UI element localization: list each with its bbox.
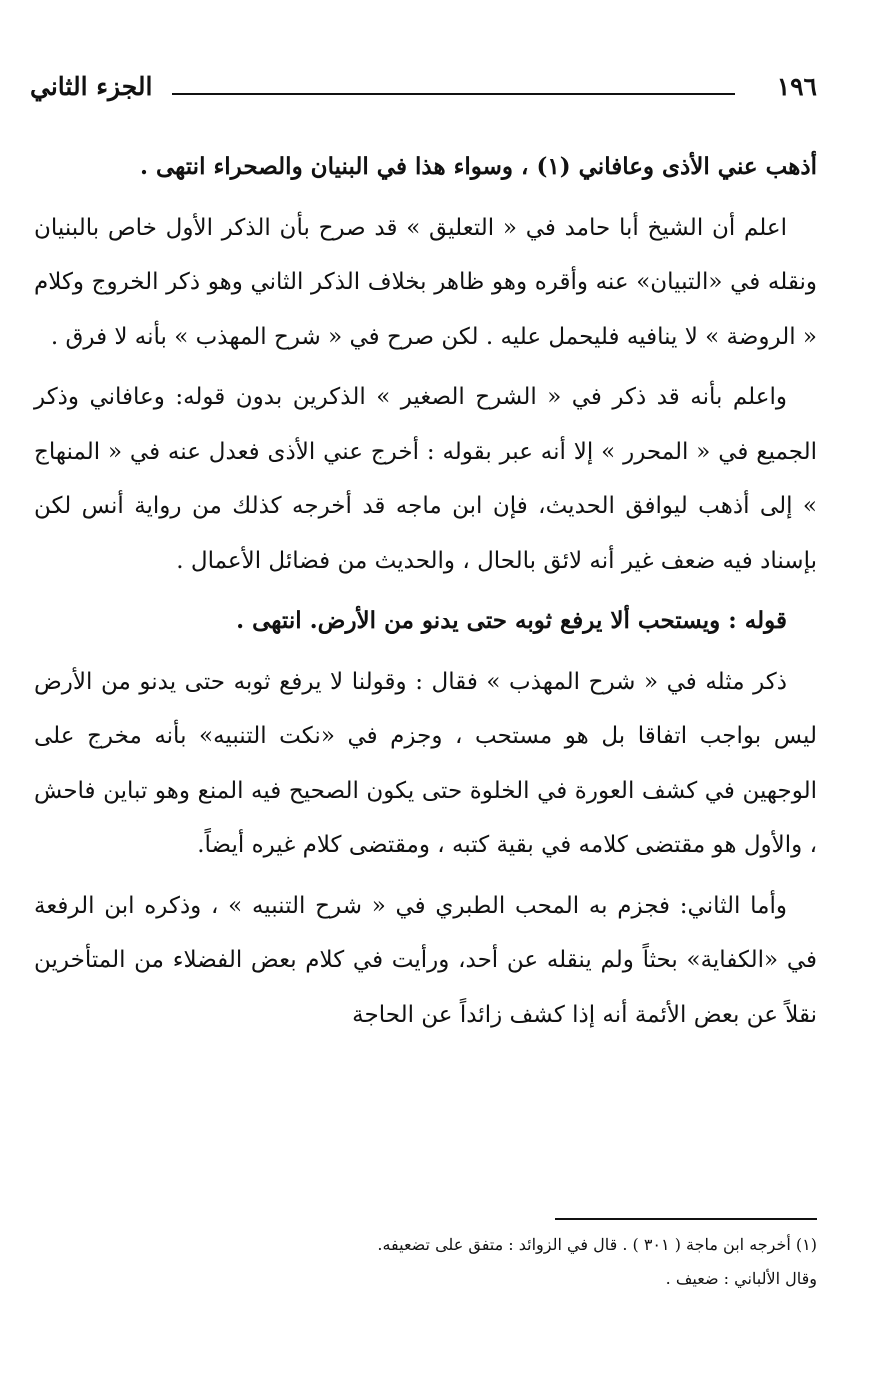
footnotes xyxy=(77,1228,817,1296)
footnote-continuation: وقال الألباني : ضعيف . xyxy=(665,1269,817,1288)
paragraph: ذكر مثله في « شرح المهذب » فقال : وقولنا لا يرفع ثوبه حتى يدنو من الأرض ليس بواجب اتفاقا بل هو مستحب ، وجزم في «نكت التنبيه» بأنه مخرج على الوجهين في كشف العورة في الخلوة حتى يكون الصحيح فيه المنع وهو تباين فاحش ، والأول هو مقتضى كلامه في بقية كتبه ، ومقتضى كلام غيره أيضاً. xyxy=(34,668,817,858)
header-rule xyxy=(172,93,735,95)
paragraph: وأما الثاني: فجزم به المحب الطبري في « شرح التنبيه » ، وذكره ابن الرفعة في «الكفاية» بحثاً ولم ينقله عن أحد، ورأيت في كلام بعض الفضلاء من المتأخرين نقلاً عن بعض الأئمة أنه إذا كشف زائداً عن الحاجة xyxy=(34,892,817,1028)
footnote-rule xyxy=(555,1218,817,1220)
section-heading: قوله : ويستحب ألا يرفع ثوبه حتى يدنو من الأرض. انتهى . xyxy=(236,607,787,634)
paragraph: واعلم بأنه قد ذكر في « الشرح الصغير » الذكرين بدون قوله: وعافاني وذكر الجميع في « المحرر » إلا أنه عبر بقوله : أخرج عني الأذى فعدل عنه في « المنهاج » إلى أذهب ليوافق الحديث، فإن ابن ماجه قد أخرجه كذلك من رواية أنس لكن بإسناد فيه ضعف غير أنه لائق بالحال ، والحديث من فضائل الأعمال . xyxy=(34,384,817,574)
page-header xyxy=(30,72,817,112)
footnote: (١) أخرجه ابن ماجة ( ٣٠١ ) . قال في الزوائد : متفق على تضعيفه. xyxy=(377,1235,817,1254)
paragraph: اعلم أن الشيخ أبا حامد في « التعليق » قد صرح بأن الذكر الأول خاص بالبنيان ونقله في «التبيان» عنه وأقره وهو ظاهر بخلاف الذكر الثاني وهو ذكر الخروج وكلام « الروضة » لا ينافيه فليحمل عليه . لكن صرح في « شرح المهذب » بأنه لا فرق . xyxy=(34,214,817,350)
running-title: الجزء الثاني xyxy=(30,72,153,101)
page-number: ١٩٦ xyxy=(776,72,817,101)
paragraph-quote-end: أذهب عني الأذى وعافاني (١) ، وسواء هذا في البنيان والصحراء انتهى . xyxy=(139,153,817,180)
body-text xyxy=(34,140,817,1048)
